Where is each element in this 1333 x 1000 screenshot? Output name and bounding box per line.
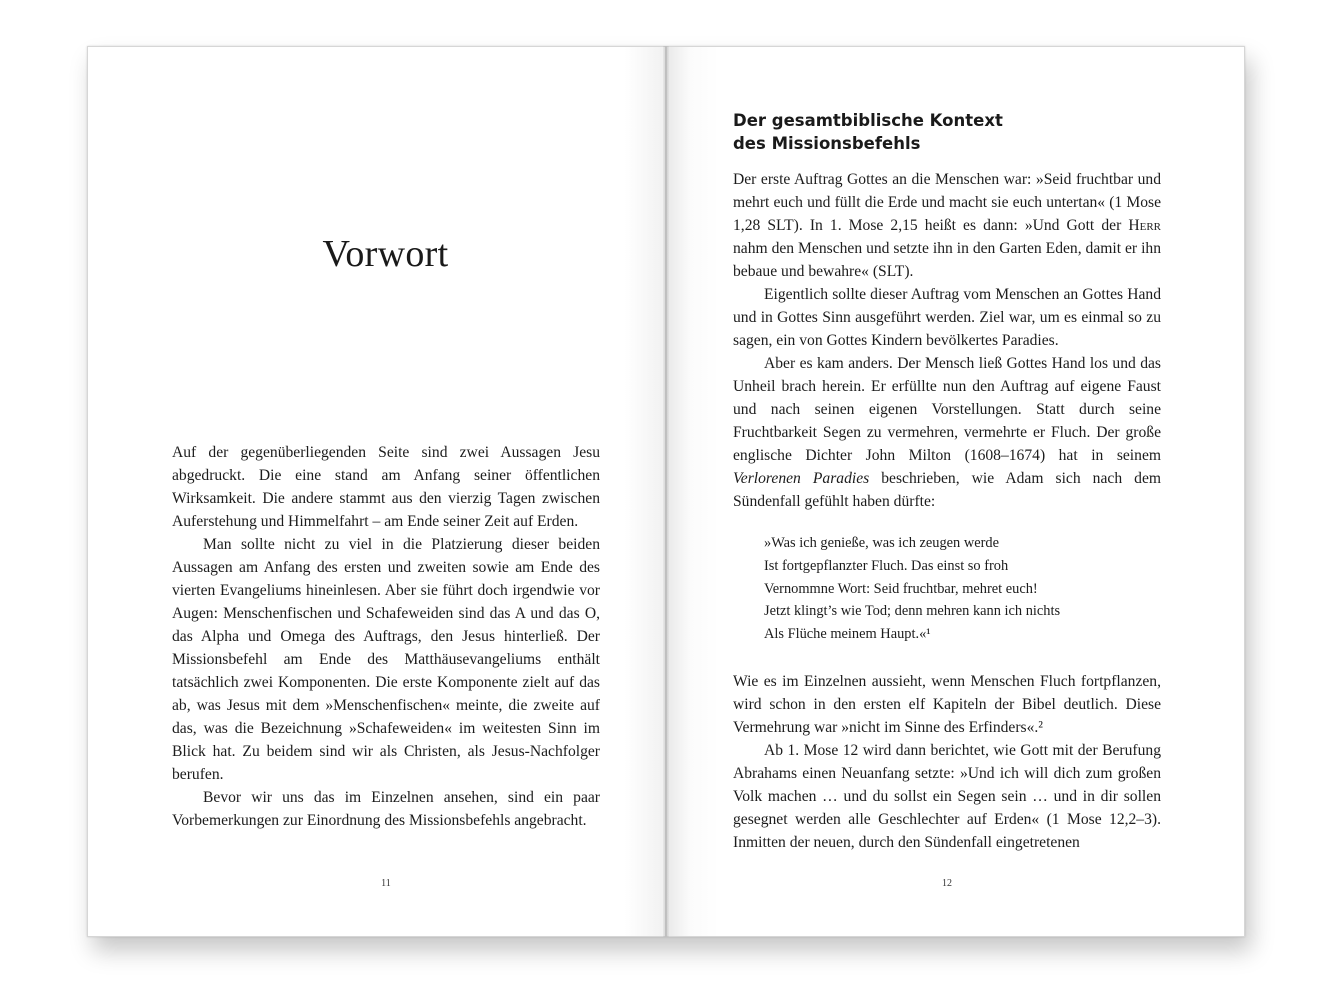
heading-line: Der gesamtbiblische Kontext	[733, 111, 1003, 130]
book-gutter	[663, 46, 669, 937]
quote-line: Jetzt klingt’s wie Tod; denn mehren kann ich nichts	[764, 603, 1061, 620]
left-body-text	[172, 441, 600, 832]
page-number-left: 11	[381, 878, 391, 889]
paragraph	[733, 352, 1161, 513]
page-number-right: 12	[942, 878, 952, 889]
section-heading	[733, 109, 1153, 155]
book-spread	[87, 46, 1245, 937]
right-body-text-bottom	[733, 670, 1161, 854]
text-run: beschrieben, wie Adam sich nach dem Sündenfall gefühlt haben dürfte:	[733, 470, 1162, 510]
right-body-text-top	[733, 168, 1161, 513]
milton-quote	[764, 532, 1144, 646]
quote-line: »Was ich genieße, was ich zeugen werde	[764, 535, 999, 551]
paragraph: Wie es im Einzelnen aussieht, wenn Menschen Fluch fortpflanzen, wird schon in den ersten elf Kapiteln der Bibel deutlich. Diese Vermehrung war »nicht im Sinne des Erfinders«.²	[733, 673, 1161, 736]
quote-line: Als Flüche meinem Haupt.«¹	[764, 626, 931, 643]
paragraph: Eigentlich sollte dieser Auftrag vom Menschen an Gottes Hand und in Gottes Sinn ausgeführt werden. Ziel war, um es einmal so zu sagen, ein von Gottes Kindern bevölkertes Paradies.	[733, 286, 1161, 349]
small-caps-herr: Herr	[1128, 217, 1161, 234]
paragraph: Ab 1. Mose 12 wird dann berichtet, wie Gott mit der Berufung Abrahams einen Neuanfang setzte: »Und ich will dich zum großen Volk machen … und du sollst ein Segen sein … und in dir sollen gesegnet werden alle Geschlechter auf Erden« (1 Mose 12,2–3). Inmitten der neuen, durch den Sündenfall eingetretenen	[733, 742, 1161, 851]
heading-line: des Missionsbefehls	[733, 134, 921, 153]
quote-line: Ist fortgepflanzter Fluch. Das einst so froh	[764, 557, 1009, 574]
paragraph: Man sollte nicht zu viel in die Platzierung dieser beiden Aussagen am Anfang des ersten und zweiten sowie am Ende des vierten Evangeliums hineinlesen. Aber sie führt doch irgendwie vor Augen: Menschenfischen und Schafeweiden sind das A und das O, das Alpha und Omega des Auftrags, den Jesus hinterließ. Der Missionsbefehl am Ende des Matthäusevangeliums enthält tatsächlich zwei Komponenten. Die erste Komponente zielt auf das ab, was Jesus mit dem »Menschenfischen« meinte, die zweite auf das, was die Bezeichnung »Schafeweiden« im weitesten Sinn im Blick hat. Zu beidem sind wir als Christen, als Jesus-Nachfolger berufen.	[172, 536, 600, 783]
chapter-title: Vorwort	[322, 233, 449, 275]
text-run: nahm den Menschen und setzte ihn in den Garten Eden, damit er ihn bebaue und bewahre« (SLT).	[733, 240, 1161, 280]
book-title-italic: Verlorenen Paradies	[733, 470, 870, 487]
text-run: Der erste Auftrag Gottes an die Menschen war: »Seid fruchtbar und mehrt euch und füllt die Erde und macht sie euch untertan« (1 Mose 1,28 SLT). In 1. Mose 2,15 heißt es dann: »Und Gott der	[733, 171, 1161, 234]
paragraph: Bevor wir uns das im Einzelnen ansehen, sind ein paar Vorbemerkungen zur Einordnung des Missionsbefehls angebracht.	[172, 789, 600, 829]
text-run: Aber es kam anders. Der Mensch ließ Gottes Hand los und das Unheil brach herein. Er erfüllte nun den Auftrag auf eigene Faust und nach seinen eigenen Vorstellungen. Statt durch seine Fruchtbarkeit Segen zu vermehren, vermehrte er Fluch. Der große englische Dichter John Milton (1608–1674) hat in seinem	[733, 355, 1161, 464]
paragraph: Auf der gegenüberliegenden Seite sind zwei Aussagen Jesu abgedruckt. Die eine stand am Anfang seiner öffentlichen Wirksamkeit. Die andere stammt aus den vierzig Tagen zwischen Auferstehung und Himmelfahrt – am Ende seiner Zeit auf Erden.	[172, 444, 600, 530]
quote-line: Vernommne Wort: Seid fruchtbar, mehret euch!	[764, 580, 1038, 597]
paragraph	[733, 168, 1161, 283]
